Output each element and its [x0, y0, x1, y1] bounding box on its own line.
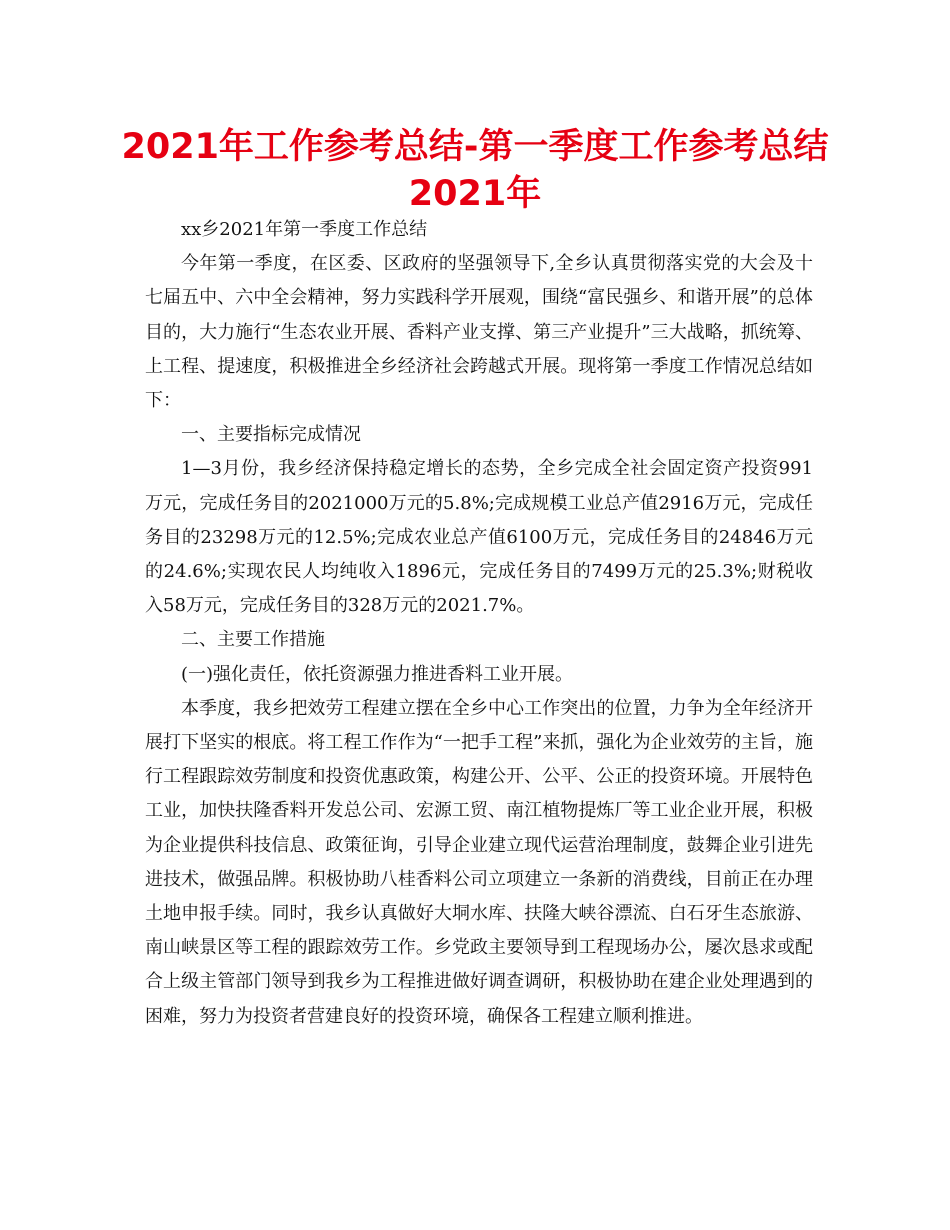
subsection-heading-1: (一)强化责任，依托资源强力推进香料工业开展。: [181, 663, 574, 685]
document-body: [145, 213, 813, 1034]
section-heading-measures: 二、主要工作措施: [181, 629, 325, 651]
section-heading-indicators: 一、主要指标完成情况: [181, 424, 361, 446]
intro-paragraph: 今年第一季度，在区委、区政府的坚强领导下,全乡认真贯彻落实党的大会及十七届五中、六中全会精神，努力实践科学开展观，围绕“富民强乡、和谐开展”的总体目的，大力施行“生态农业开展、香料产业支撑、第三产业提升”三大战略，抓统筹、上工程、提速度，积极推进全乡经济社会跨越式开展。现将第一季度工作情况总结如下：: [145, 253, 813, 412]
measures-paragraph: 本季度，我乡把效劳工程建立摆在全乡中心工作突出的位置，力争为全年经济开展打下坚实的根底。将工程工作作为“一把手工程”来抓，强化为企业效劳的主旨，施行工程跟踪效劳制度和投资优惠政策，构建公开、公平、公正的投资环境。开展特色工业，加快扶隆香料开发总公司、宏源工贸、南江植物提炼厂等工业企业开展，积极为企业提供科技信息、政策征询，引导企业建立现代运营治理制度，鼓舞企业引进先进技术，做强品牌。积极协助八桂香料公司立项建立一条新的消费线，目前正在办理土地申报手续。同时，我乡认真做好大垌水库、扶隆大峡谷漂流、白石牙生态旅游、南山峡景区等工程的跟踪效劳工作。乡党政主要领导到工程现场办公，屡次恳求或配合上级主管部门领导到我乡为工程推进做好调查调研，积极协助在建企业处理遇到的困难，努力为投资者营建良好的投资环境，确保各工程建立顺利推进。: [145, 697, 813, 1027]
subtitle-paragraph: xx乡2021年第一季度工作总结: [181, 219, 428, 240]
indicators-paragraph: 1—3月份，我乡经济保持稳定增长的态势，全乡完成全社会固定资产投资991万元，完成任务目的2021000万元的5.8%;完成规模工业总产值2916万元，完成任务目的23298万元的12.5%;完成农业总产值6100万元，完成任务目的24846万元的24.6%;实现农民人均纯收入1896元，完成任务目的7499万元的25.3%;财税收入58万元，完成任务目的328万元的2021.7%。: [145, 458, 813, 617]
document-title-line-1: 2021年工作参考总结-第一季度工作参考总结: [121, 127, 829, 167]
document-title-line-2: 2021年: [408, 174, 542, 214]
